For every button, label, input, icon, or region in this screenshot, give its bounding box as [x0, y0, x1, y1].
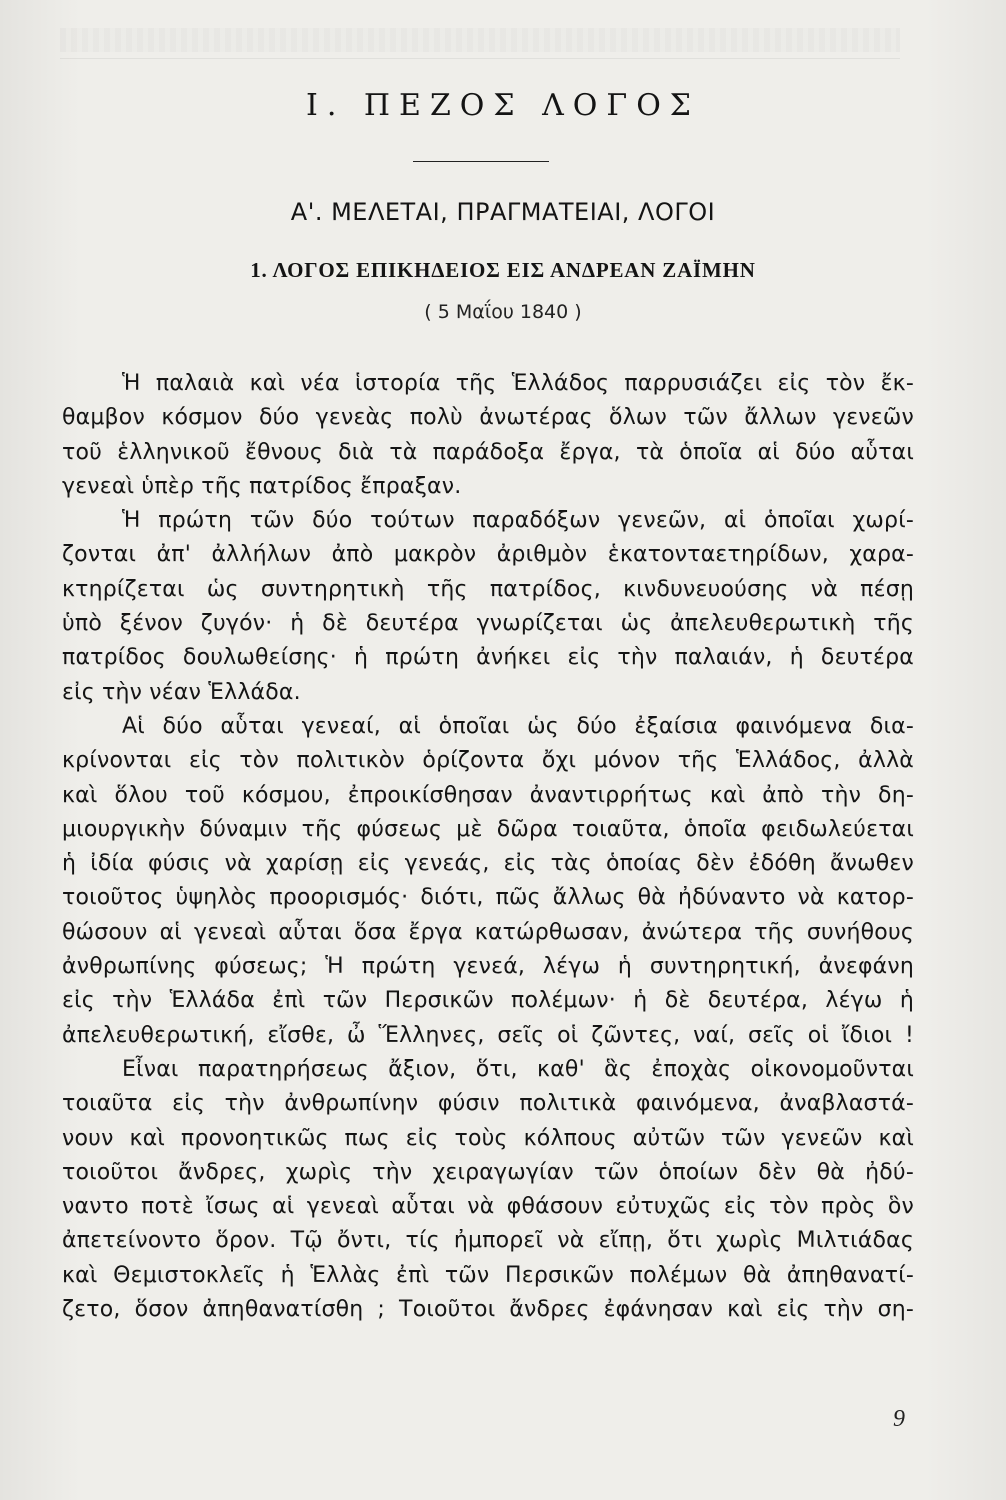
title-divider — [413, 161, 549, 162]
page-number: 9 — [893, 1406, 905, 1432]
body-text — [62, 367, 914, 1327]
body-line: ναντο ποτὲ ἴσως αἱ γενεαὶ αὗται νὰ φθάσουν εὐτυχῶς εἰς τὸν πρὸς ὃν — [62, 1194, 914, 1220]
subsection-title: Α'. ΜΕΛΕΤΑΙ, ΠΡΑΓΜΑΤΕΙΑΙ, ΛΟΓΟΙ — [290, 198, 716, 226]
body-line: τοιαῦτα εἰς τὴν ἀνθρωπίνην φύσιν πολιτικὰ φαινόμενα, ἀναβλαστά- — [62, 1091, 914, 1117]
body-line: ἀνθρωπίνης φύσεως; Ἡ πρώτη γενεά, λέγω ἡ συντηρητική, ἀνεφάνη — [62, 954, 914, 980]
section-title: I. ΠΕΖΟΣ ΛΟΓΟΣ — [305, 88, 701, 123]
body-line: Ἡ πρώτη τῶν δύο τούτων παραδόξων γενεῶν, αἱ ὁποῖαι χωρί- — [122, 508, 914, 534]
body-line: εἰς τὴν Ἑλλάδα ἐπὶ τῶν Περσικῶν πολέμων· ἡ δὲ δευτέρα, λέγω ἡ — [62, 988, 914, 1014]
body-line: ὑπὸ ξένον ζυγόν· ἡ δὲ δευτέρα γνωρίζεται ὡς ἀπελευθερωτικὴ τῆς — [62, 611, 914, 637]
body-line: νουν καὶ προνοητικῶς πως εἰς τοὺς κόλπους αὐτῶν τῶν γενεῶν καὶ — [62, 1125, 914, 1151]
article-date: ( 5 Μαΐου 1840 ) — [424, 301, 582, 323]
body-line: κτηρίζεται ὡς συντηρητικὴ τῆς πατρίδος, κινδυνευούσης νὰ πέσῃ — [62, 576, 914, 602]
body-line: καὶ ὅλου τοῦ κόσμου, ἐπροικίσθησαν ἀναντιρρήτως καὶ ἀπὸ τὴν δη- — [62, 782, 914, 808]
body-line: Ἡ παλαιὰ καὶ νέα ἱστορία τῆς Ἑλλάδος παρρυσιάζει εἰς τὸν ἔκ- — [122, 371, 914, 396]
body-line: καὶ Θεμιστοκλεῖς ἡ Ἑλλὰς ἐπὶ τῶν Περσικῶν πολέμων θὰ ἀπηθανατί- — [62, 1262, 914, 1288]
body-line: εἰς τὴν νέαν Ἑλλάδα. — [62, 679, 301, 705]
body-line: τοιοῦτος ὑψηλὸς προορισμός· διότι, πῶς ἄλλως θὰ ἠδύναντο νὰ κατορ- — [62, 885, 914, 911]
body-line: ζονται ἀπ' ἀλλήλων ἀπὸ μακρὸν ἀριθμὸν ἑκατονταετηρίδων, χαρα- — [62, 542, 914, 568]
article-title: 1. ΛΟΓΟΣ ΕΠΙΚΗΔΕΙΟΣ ΕΙΣ ΑΝΔΡΕΑΝ ΖΑΪΜΗΝ — [250, 258, 756, 282]
body-line: ἀπελευθερωτική, εἴσθε, ὦ Ἕλληνες, σεῖς οἱ ζῶντες, ναί, σεῖς οἱ ἴδιοι ! — [62, 1022, 914, 1048]
bleed-through-header — [60, 28, 900, 52]
body-line: ζετο, ὅσον ἀπηθανατίσθη ; Τοιοῦτοι ἄνδρες ἐφάνησαν καὶ εἰς τὴν ση- — [62, 1297, 914, 1323]
body-line: γενεαὶ ὑπὲρ τῆς πατρίδος ἔπραξαν. — [62, 473, 462, 499]
body-line: Εἶναι παρατηρήσεως ἄξιον, ὅτι, καθ' ἃς ἐποχὰς οἰκονομοῦνται — [122, 1056, 914, 1082]
body-line: ἀπετείνοντο ὅρον. Τῷ ὄντι, τίς ἠμπορεῖ νὰ εἴπῃ, ὅτι χωρὶς Μιλτιάδας — [62, 1228, 914, 1254]
body-line: θώσουν αἱ γενεαὶ αὗται ὅσα ἔργα κατώρθωσαν, ἀνώτερα τῆς συνήθους — [62, 919, 914, 945]
body-line: μιουργικὴν δύναμιν τῆς φύσεως μὲ δῶρα τοιαῦτα, ὁποῖα φειδωλεύεται — [62, 816, 914, 842]
body-line: ἡ ἰδία φύσις νὰ χαρίσῃ εἰς γενεάς, εἰς τὰς ὁποίας δὲν ἐδόθη ἄνωθεν — [62, 851, 914, 877]
body-line: πατρίδος δουλωθείσης· ἡ πρώτη ἀνήκει εἰς τὴν παλαιάν, ἡ δευτέρα — [62, 645, 914, 671]
body-line: τοῦ ἑλληνικοῦ ἔθνους διὰ τὰ παράδοξα ἔργα, τὰ ὁποῖα αἱ δύο αὗται — [62, 439, 914, 465]
body-line: τοιοῦτοι ἄνδρες, χωρὶς τὴν χειραγωγίαν τῶν ὁποίων δὲν θὰ ἠδύ- — [62, 1159, 914, 1185]
body-line: κρίνονται εἰς τὸν πολιτικὸν ὁρίζοντα ὄχι μόνον τῆς Ἑλλάδος, ἀλλὰ — [62, 748, 914, 774]
bleed-through-rule — [60, 58, 900, 59]
body-line: Αἱ δύο αὗται γενεαί, αἱ ὁποῖαι ὡς δύο ἐξαίσια φαινόμενα δια- — [122, 713, 914, 739]
body-line: θαμβον κόσμον δύο γενεὰς πολὺ ἀνωτέρας ὅλων τῶν ἄλλων γενεῶν — [62, 405, 914, 431]
